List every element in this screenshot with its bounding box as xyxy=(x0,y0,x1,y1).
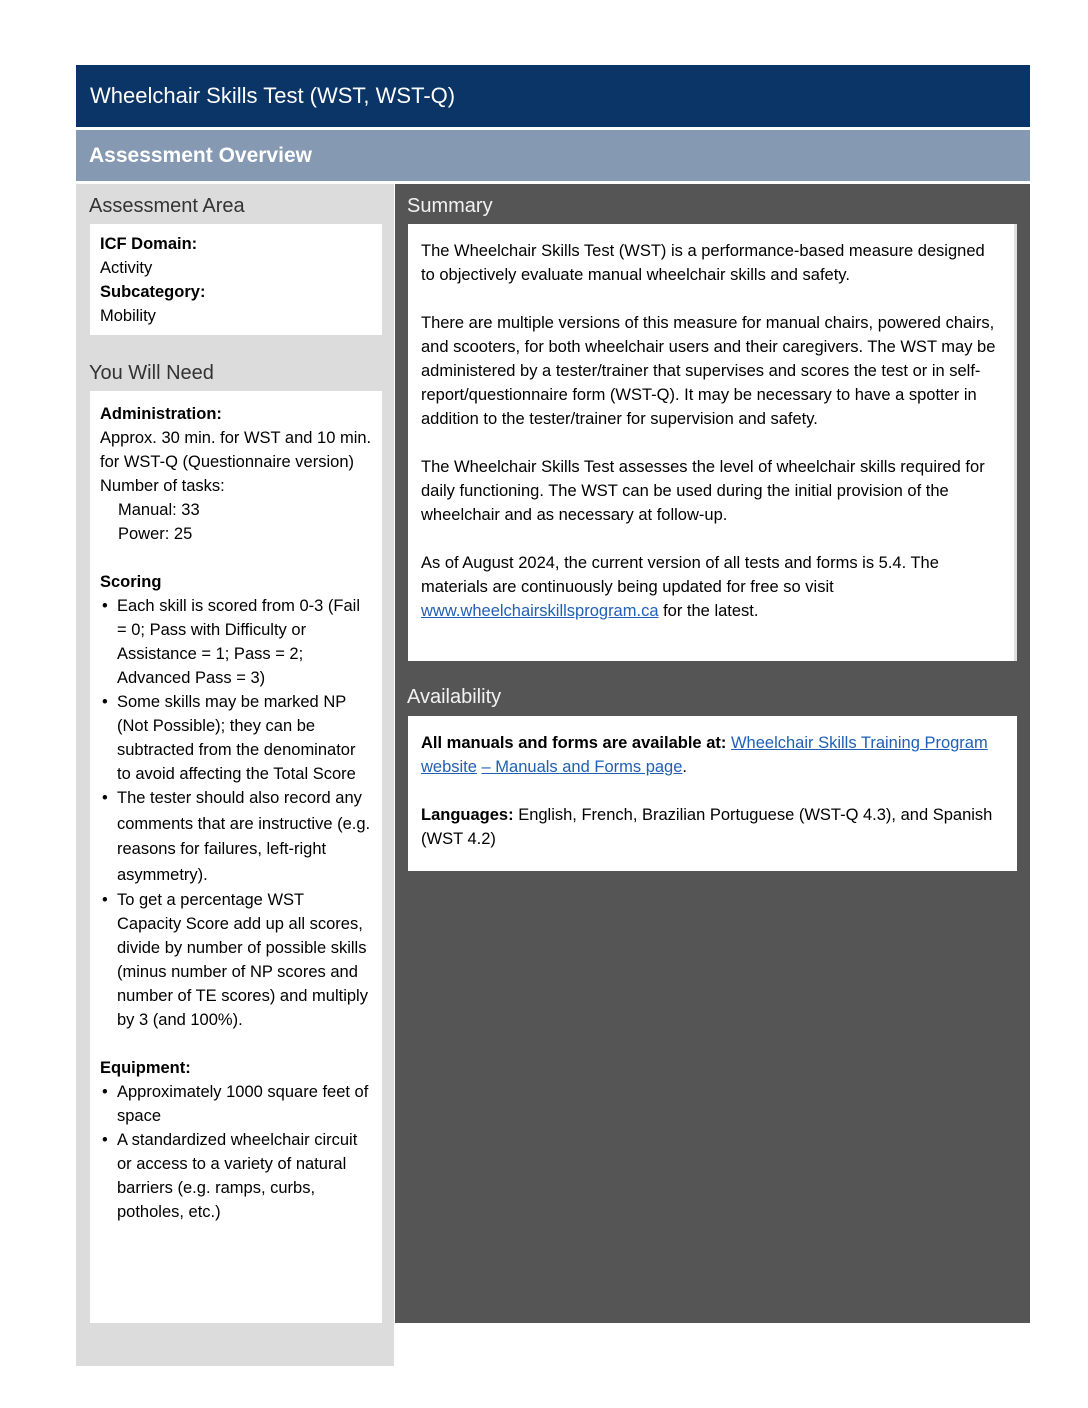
you-will-need-box xyxy=(90,391,382,1323)
training-program-website-link[interactable]: Wheelchair Skills Training Program website xyxy=(421,734,988,776)
summary-text: for the latest. xyxy=(658,602,759,620)
tasks-power: Power: 25 xyxy=(118,525,193,543)
assessment-area-box xyxy=(90,224,382,335)
languages-label: Languages: xyxy=(421,806,514,824)
subcategory-label: Subcategory: xyxy=(100,283,206,301)
period: . xyxy=(682,758,688,776)
summary-heading: Summary xyxy=(407,195,493,217)
manuals-label: All manuals and forms are available at: xyxy=(421,734,727,752)
equipment-list xyxy=(100,1080,372,1224)
tasks-label: Number of tasks: xyxy=(100,477,225,495)
list-item: • The tester should also record any comments that are instructive (e.g. reasons for failures, left-right asymmetry). xyxy=(100,786,372,888)
availability-heading: Availability xyxy=(407,686,502,708)
you-will-need-heading: You Will Need xyxy=(89,362,214,384)
list-item: • To get a percentage WST Capacity Score add up all scores, divide by number of possible skills (minus number of NP scores and number of TE scores) and multiply by 3 (and 100%). xyxy=(100,888,372,1032)
icf-domain-label: ICF Domain: xyxy=(100,235,198,253)
manuals-and-forms-link[interactable]: – Manuals and Forms page xyxy=(481,758,683,776)
scoring-label: Scoring xyxy=(100,573,162,591)
summary-paragraph: The Wheelchair Skills Test assesses the level of wheelchair skills required for daily functioning. The WST can be used during the initial provision of the wheelchair and as necessary at follow-up. xyxy=(421,458,985,524)
section-banner-assessment-overview: Assessment Overview xyxy=(76,130,1030,181)
list-item: • Approximately 1000 square feet of space xyxy=(100,1080,372,1128)
availability-box xyxy=(408,716,1017,871)
summary-box xyxy=(408,224,1017,661)
list-item: • Some skills may be marked NP (Not Possible); they can be subtracted from the denominator to avoid affecting the Total Score xyxy=(100,690,372,786)
summary-paragraph: The Wheelchair Skills Test (WST) is a performance-based measure designed to objectively evaluate manual wheelchair skills and safety. xyxy=(421,242,985,284)
tasks-manual: Manual: 33 xyxy=(118,501,200,519)
list-item: • Each skill is scored from 0-3 (Fail = 0; Pass with Difficulty or Assistance = 1; Pass = 2; Advanced Pass = 3) xyxy=(100,594,372,690)
subcategory-value: Mobility xyxy=(100,307,156,325)
languages-text: English, French, Brazilian Portuguese (WST-Q 4.3), and Spanish (WST 4.2) xyxy=(421,806,993,848)
page-title: Wheelchair Skills Test (WST, WST-Q) xyxy=(76,65,1030,127)
scoring-list xyxy=(100,594,372,1032)
assessment-area-heading: Assessment Area xyxy=(89,195,245,217)
list-item: • A standardized wheelchair circuit or access to a variety of natural barriers (e.g. ramps, curbs, potholes, etc.) xyxy=(100,1128,372,1224)
summary-text: As of August 2024, the current version of all tests and forms is 5.4. The materials are continuously being updated for free so visit xyxy=(421,554,939,596)
administration-text: Approx. 30 min. for WST and 10 min. for WST-Q (Questionnaire version) xyxy=(100,429,372,471)
administration-label: Administration: xyxy=(100,405,222,423)
wheelchair-skills-program-link[interactable]: www.wheelchairskillsprogram.ca xyxy=(421,602,659,620)
summary-paragraph xyxy=(421,551,1001,623)
summary-paragraph: There are multiple versions of this measure for manual chairs, powered chairs, and scooters, for both wheelchair users and their caregivers. The WST may be administered by a tester/trainer that supervises and scores the test or in self-report/questionnaire form (WST-Q). It may be necessary to have a spotter in addition to the tester/trainer for supervision and safety. xyxy=(421,314,996,428)
languages-line xyxy=(421,803,1004,851)
equipment-label: Equipment: xyxy=(100,1059,191,1077)
manuals-line xyxy=(421,731,1004,779)
icf-domain-value: Activity xyxy=(100,259,153,277)
